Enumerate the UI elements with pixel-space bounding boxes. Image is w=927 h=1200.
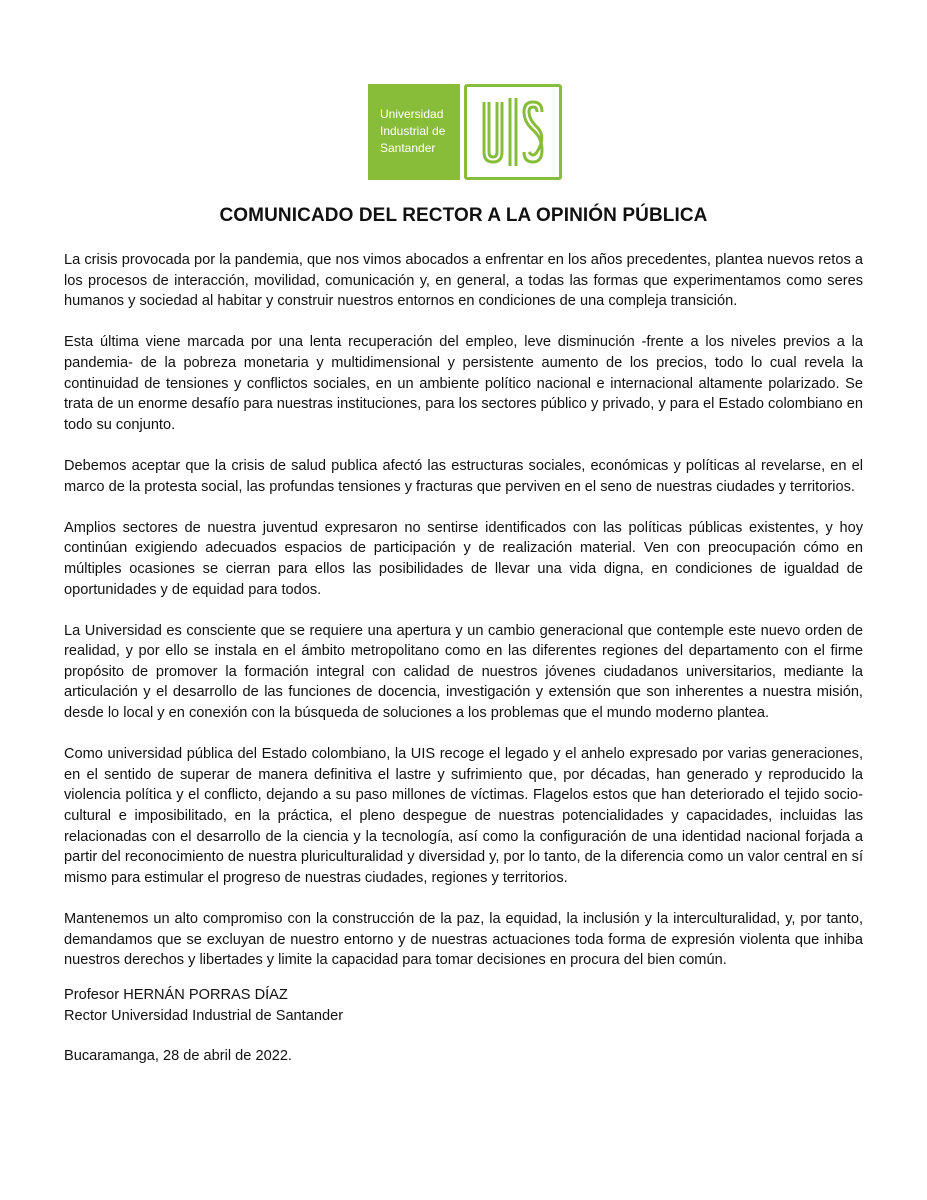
signature-block [64, 985, 343, 1026]
page-title: COMUNICADO DEL RECTOR A LA OPINIÓN PÚBLICA [219, 205, 708, 226]
uis-monogram-icon [464, 84, 562, 180]
logo-wordmark [368, 84, 460, 180]
document-body [64, 250, 863, 991]
paragraph-4: Amplios sectores de nuestra juventud expresaron no sentirse identificados con las políticas públicas existentes, y hoy continúan exigiendo adecuados espacios de participación y de realización material. Ven con preocupación cómo en múltiples ocasiones se cierran para ellos las posibilidades de llevar una vida digna, en condiciones de igualdad de oportunidades y de equidad para todos. [64, 519, 863, 598]
uis-monogram-svg [478, 94, 548, 170]
paragraph-1: La crisis provocada por la pandemia, que nos vimos abocados a enfrentar en los años precedentes, plantea nuevos retos a los procesos de interacción, movilidad, comunicación y, en general, a todas las formas que experimentamos como seres humanos y sociedad al habitar y construir nuestros entornos en condiciones de una compleja transición. [64, 252, 863, 310]
signatory-name: Profesor HERNÁN PORRAS DÍAZ [64, 987, 288, 1003]
logo-line-3: Santander [380, 141, 436, 155]
paragraph-5: La Universidad es consciente que se requiere una apertura y un cambio generacional que contemple este nuevo orden de realidad, y por ello se instala en el ámbito metropolitano como en las diferentes regiones del departamento con el firme propósito de promover la formación integral con calidad de nuestros jóvenes ciudadanos universitarios, mediante la articulación y el desarrollo de las funciones de docencia, investigación y extensión que son inherentes a nuestra misión, desde lo local y en conexión con la búsqueda de soluciones a los problemas que el mundo moderno plantea. [64, 622, 863, 722]
paragraph-6: Como universidad pública del Estado colombiano, la UIS recoge el legado y el anhelo expresado por varias generaciones, en el sentido de superar de manera definitiva el lastre y sufrimiento que, por décadas, han generado y reproducido la violencia política y el conflicto, dejando a su paso millones de víctimas. Flagelos estos que han deteriorado el tejido socio-cultural e imposibilitado, en la práctica, el pleno despegue de nuestras potencialidades y capacidades, incluidas las relacionadas con el desarrollo de la ciencia y la tecnología, así como la configuración de una identidad nacional forjada a partir del reconocimiento de nuestra pluriculturalidad y diversidad y, por lo tanto, de la diferencia como un valor central en sí mismo para estimular el progreso de nuestras ciudades, regiones y territorios. [64, 746, 863, 886]
paragraph-7: Mantenemos un alto compromiso con la construcción de la paz, la equidad, la inclusión y la interculturalidad, y, por tanto, demandamos que se excluyan de nuestro entorno y de nuestras actuaciones toda forma de expresión violenta que inhiba nuestros derechos y libertades y limite la capacidad para tomar decisiones en procura del bien común. [64, 911, 863, 969]
logo-line-1: Universidad [380, 107, 444, 121]
uis-logo [368, 84, 562, 180]
place-date: Bucaramanga, 28 de abril de 2022. [64, 1048, 292, 1064]
signatory-role: Rector Universidad Industrial de Santander [64, 1007, 344, 1024]
logo-line-2: Industrial de [380, 124, 446, 138]
paragraph-3: Debemos aceptar que la crisis de salud publica afectó las estructuras sociales, económicas y políticas al revelarse, en el marco de la protesta social, las profundas tensiones y fracturas que perviven en el seno de nuestras ciudades y territorios. [64, 457, 863, 495]
paragraph-2: Esta última viene marcada por una lenta recuperación del empleo, leve disminución -frente a los niveles previos a la pandemia- de la pobreza monetaria y multidimensional y persistente aumento de los precios, todo lo cual revela la continuidad de tensiones y conflictos sociales, en un ambiente político nacional e internacional altamente polarizado. Se trata de un enorme desafío para nuestras instituciones, para los sectores público y privado, y para el Estado colombiano en todo su conjunto. [64, 334, 863, 433]
